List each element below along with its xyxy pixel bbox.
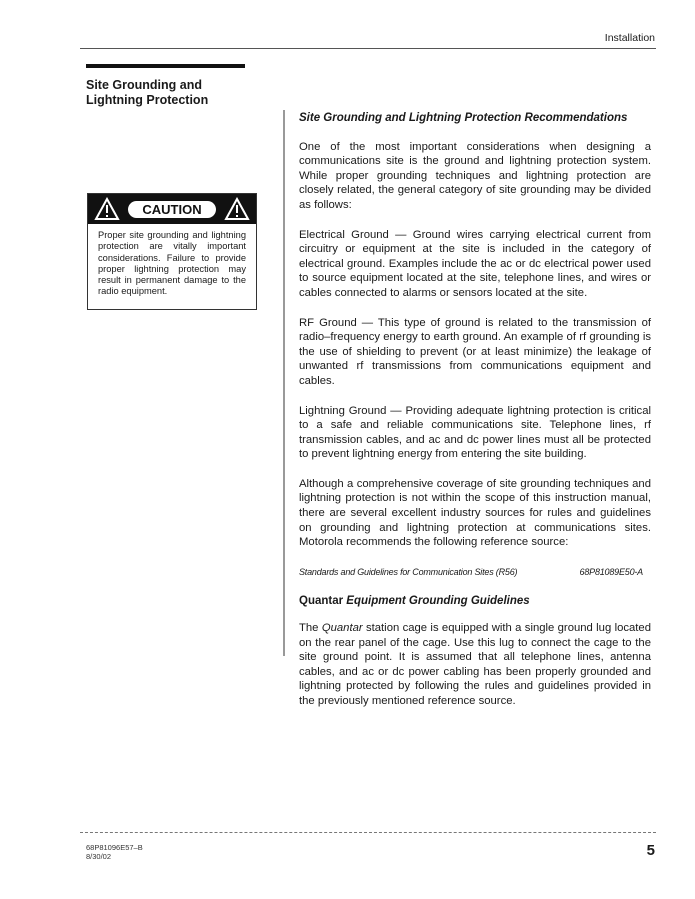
reference-number: 68P81089E50-A [579,566,643,577]
product-name: Quantar [299,595,344,608]
paragraph [299,621,651,709]
column-rule [283,110,285,656]
warning-triangle-icon [224,197,250,221]
page-number: 5 [646,842,655,859]
doc-number: 68P81096E57–B [86,843,143,852]
main-column [299,111,651,724]
paragraph: Electrical Ground — Ground wires carrying electrical current from circuitry or equipment at the site is included in the category of electrical ground. Examples include the ac or dc electrical power used to source equipment located at the site, telephone lines, and wires or cables connected to alarms or sensors located at the site. [299,228,651,299]
doc-date: 8/30/02 [86,852,112,861]
running-header: Installation [604,32,655,44]
subsection-heading [299,594,651,609]
paragraph: One of the most important considerations when designing a communications site is the ground and lightning protection system. While proper grounding techniques and lightning protection are closely related, the general category of site grounding may be divided as follows: [299,140,651,211]
paragraph: Although a comprehensive coverage of site grounding techniques and lightning protection is not within the scope of this instruction manual, there are several excellent industry sources for rules and guidelines on grounding and lightning protection at communications sites. Motorola recommends the following reference source: [299,477,651,549]
paragraph: RF Ground — This type of ground is related to the transmission of radio–frequency energy to earth ground. An example of rf grounding is the use of shielding to prevent (or at least minimize) the leakage of unwanted rf transmissions from communications equipment and cables. [299,316,651,387]
footer-rule [80,832,656,833]
caution-box [87,193,257,310]
text: The [299,622,322,635]
heading-text: Equipment Grounding Guidelines [343,595,530,608]
side-heading: Site Grounding and Lightning Protection [86,78,209,107]
product-name: Quantar [321,622,363,635]
caution-label: CAUTION [128,201,215,218]
reference-title: Standards and Guidelines for Communication Sites (R56) [299,566,518,577]
section-heading: Site Grounding and Lightning Protection Recommendations [299,112,628,124]
text: station cage is equipped with a single ground lug located on the rear panel of the cage. Use this lug to connect the cage to the site ground point. It is assumed that all telephone lines, antenna cables, and ac or dc power cabling has been properly grounded and lightning protected by following the rules and guidelines provided in the previously mentioned reference source. [299,622,651,707]
caution-text: Proper site grounding and lightning protection are vitally important considerations. Failure to provide proper lightning protection may result in permanent damage to the radio equipment. [98,230,246,297]
paragraph: Lightning Ground — Providing adequate lightning protection is critical to a safe and reliable communications site. Telephone lines, rf transmission cables, and ac and dc power lines must all be protected to prevent lightning energy from entering the site building. [299,404,651,461]
caution-banner [88,194,256,224]
footer-info [86,843,143,861]
header-rule [80,48,656,49]
reference-line [299,565,651,580]
section-bar [86,64,245,68]
warning-triangle-icon [94,197,120,221]
